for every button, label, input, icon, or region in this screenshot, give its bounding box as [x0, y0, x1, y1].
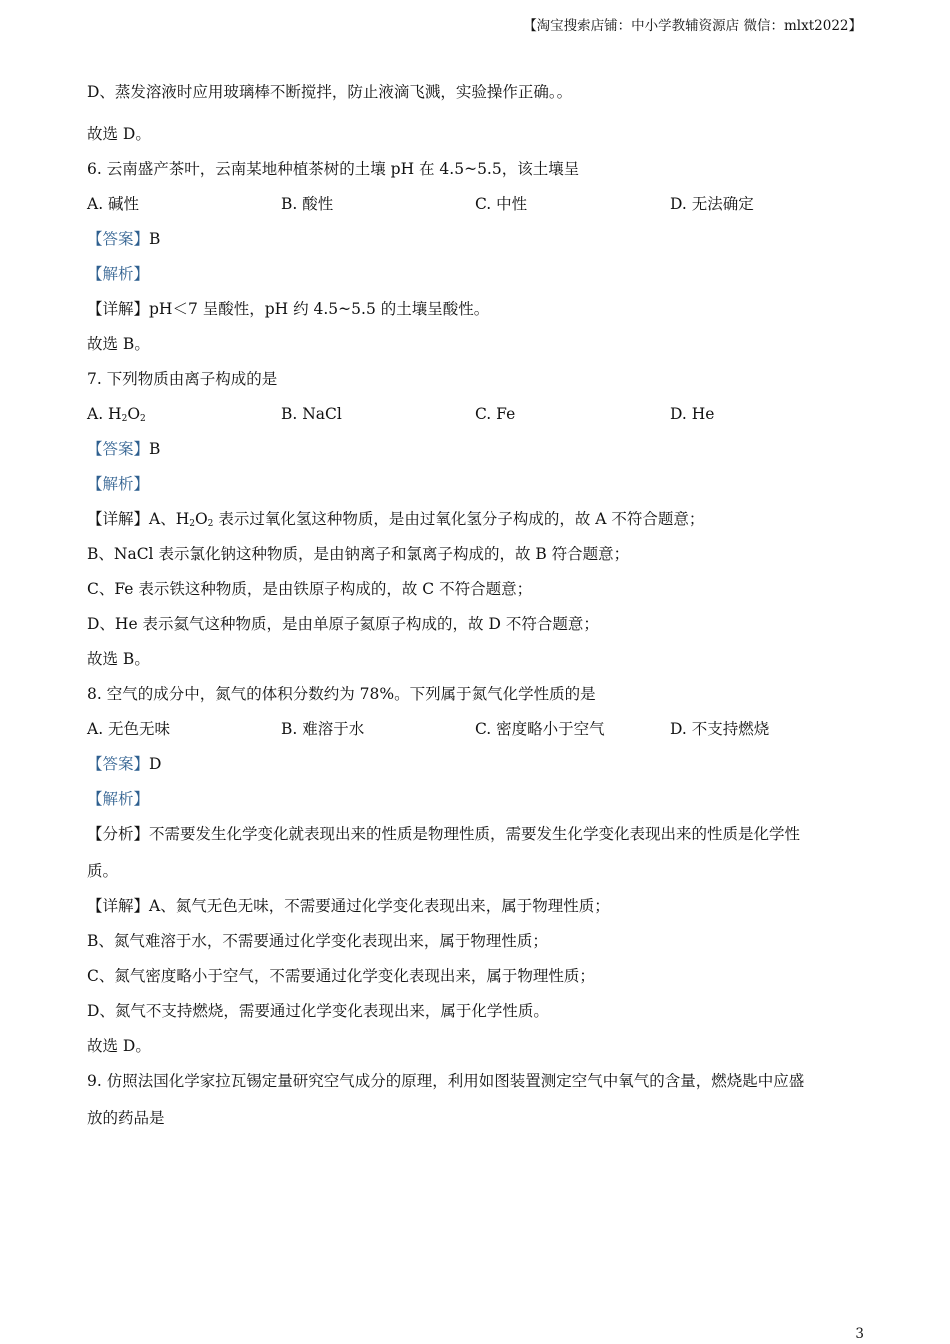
q8-stem: 8. 空气的成分中，氮气的体积分数约为 78%。下列属于氮气化学性质的是 — [87, 685, 596, 703]
q6-option-c: C. 中性 — [475, 195, 528, 213]
q6-stem: 6. 云南盛产茶叶，云南某地种植茶树的土壤 pH 在 4.5~5.5，该土壤呈 — [87, 160, 580, 178]
q7-option-a: A. $H_2O_2$ — [87, 405, 146, 424]
q8-detail-a: 【详解】A、氮气无色无味，不需要通过化学变化表现出来，属于物理性质； — [87, 897, 610, 915]
q6-option-d: D. 无法确定 — [670, 195, 754, 213]
answer-tag: 【答案】 — [87, 440, 150, 458]
q7-stem: 7. 下列物质由离子构成的是 — [87, 370, 278, 388]
q8-option-d: D. 不支持燃烧 — [670, 720, 770, 738]
q8-conclusion: 故选 D。 — [87, 1037, 151, 1055]
q5-option-d-explanation: D、蒸发溶液时应用玻璃棒不断搅拌，防止液滴飞溅，实验操作正确。。 — [87, 83, 573, 101]
q7-detail-d: D、He 表示氦气这种物质，是由单原子氦原子构成的，故 D 不符合题意； — [87, 615, 599, 633]
q7-option-c: C. Fe — [475, 405, 516, 423]
q6-analysis-tag: 【解析】 — [87, 265, 150, 283]
q9-stem-line2: 放的药品是 — [87, 1109, 165, 1127]
q7-option-d: D. He — [670, 405, 715, 423]
q6-option-a: A. 碱性 — [87, 195, 140, 213]
q7-detail-b: B、NaCl 表示氯化钠这种物质，是由钠离子和氯离子构成的，故 B 符合题意； — [87, 545, 630, 563]
q6-option-b: B. 酸性 — [281, 195, 334, 213]
q8-option-a: A. 无色无味 — [87, 720, 171, 738]
q7-detail-c: C、Fe 表示铁这种物质，是由铁原子构成的，故 C 不符合题意； — [87, 580, 533, 598]
q9-stem-line1: 9. 仿照法国化学家拉瓦锡定量研究空气成分的原理，利用如图装置测定空气中氧气的含量，燃烧匙中应盛 — [87, 1072, 805, 1090]
answer-tag: 【答案】 — [87, 755, 150, 773]
page-header: 【淘宝搜索店铺：中小学教辅资源店 微信：mlxt2022】 — [523, 18, 862, 34]
answer-value: B — [149, 440, 161, 458]
page-number: 3 — [855, 1326, 864, 1342]
q7-analysis-tag: 【解析】 — [87, 475, 150, 493]
q8-detail-b: B、氮气难溶于水，不需要通过化学变化表现出来，属于物理性质； — [87, 932, 548, 950]
q7-detail-a: 【详解】A、$H_2O_2$ 表示过氧化氢这种物质，是由过氧化氢分子构成的，故 A 不符合题意； — [87, 510, 705, 529]
q8-analysis-tag: 【解析】 — [87, 790, 150, 808]
q8-detail-c: C、氮气密度略小于空气，不需要通过化学变化表现出来，属于物理性质； — [87, 967, 595, 985]
q6-detail: 【详解】pH＜7 呈酸性，pH 约 4.5~5.5 的土壤呈酸性。 — [87, 300, 490, 318]
q7-option-b: B. NaCl — [281, 405, 342, 423]
q7-conclusion: 故选 B。 — [87, 650, 150, 668]
answer-tag: 【答案】 — [87, 230, 150, 248]
answer-value: B — [149, 230, 161, 248]
answer-value: D — [149, 755, 162, 773]
q8-answer — [87, 754, 161, 774]
q6-conclusion: 故选 B。 — [87, 335, 150, 353]
q8-analysis-line1: 【分析】不需要发生化学变化就表现出来的性质是物理性质，需要发生化学变化表现出来的性质是化学性 — [87, 825, 801, 843]
q8-option-c: C. 密度略小于空气 — [475, 720, 605, 738]
q6-answer — [87, 229, 160, 249]
q5-conclusion: 故选 D。 — [87, 125, 151, 143]
q8-detail-d: D、氮气不支持燃烧，需要通过化学变化表现出来，属于化学性质。 — [87, 1002, 549, 1020]
q8-option-b: B. 难溶于水 — [281, 720, 365, 738]
q8-analysis-line2: 质。 — [87, 862, 119, 880]
q7-answer — [87, 439, 160, 459]
